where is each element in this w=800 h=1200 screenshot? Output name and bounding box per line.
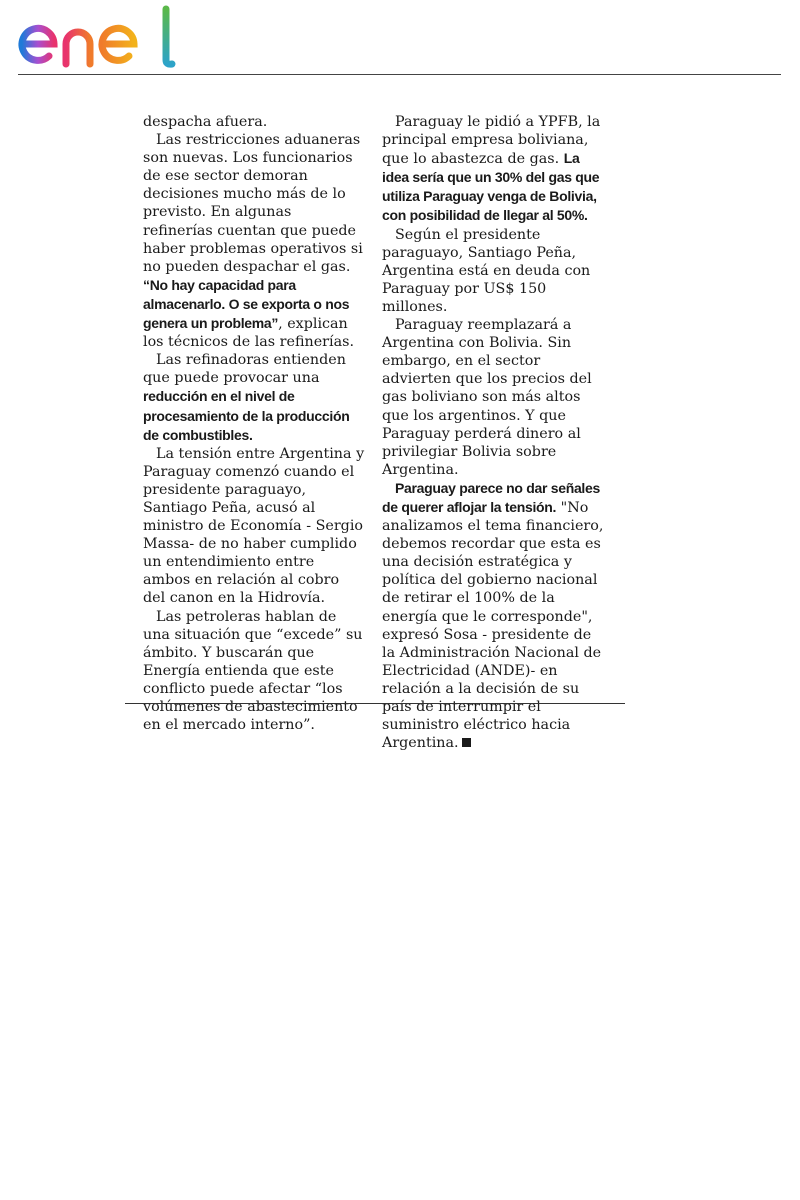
article-paragraph [143,131,365,351]
bold-highlight: “No hay capacidad para almacenarlo. O se exporta o nos genera un problema” [143,276,350,332]
article-paragraph [382,226,604,316]
article-paragraph [143,608,365,735]
bold-highlight: Paraguay parece no dar señales de querer aflojar la tensión. [382,479,600,515]
article-paragraph [382,316,604,479]
article-column-left [143,113,365,734]
header-divider [18,74,781,75]
text-segment: Las petroleras hablan de una situación que “excede” su ámbito. Y buscarán que Energía entienda que este conflicto puede afectar “los volúmenes de abastecimiento en el mercado interno”. [143,608,363,734]
text-segment: Paraguay reemplazará a Argentina con Bolivia. Sin embargo, en el sector advierten que los precios del gas boliviano son más altos que los argentinos. Y que Paraguay perderá dinero al privilegiar Bolivia sobre Argentina. [382,317,592,478]
article-paragraph [143,113,365,131]
text-segment: Paraguay le pidió a YPFB, la principal empresa boliviana, que lo abastezca de gas. [382,114,601,168]
text-segment: , explican los técnicos de las refinerías. [143,316,354,351]
text-segment: Las refinadoras entienden que puede provocar una [143,352,346,387]
text-segment: La tensión entre Argentina y Paraguay comenzó cuando el presidente paraguayo, Santiago Peña, acusó al ministro de Economía - Sergio Massa- de no haber cumplido un entendimiento entre ambos en relación al cobro del canon en la Hidrovía. [143,445,365,607]
enel-logo [16,4,180,70]
article-column-right [382,113,604,752]
text-segment: Según el presidente paraguayo, Santiago Peña, Argentina está en deuda con Paraguay por US$ 150 millones. [382,226,591,315]
article-paragraph [382,479,604,752]
article-end-mark [462,738,471,747]
text-segment: despacha afuera. [143,114,268,130]
bold-highlight: La idea sería que un 30% del gas que utiliza Paraguay venga de Bolivia, con posibilidad de llegar al 50%. [382,150,600,224]
article-end-divider [125,703,625,704]
text-segment: "No analizamos el tema financiero, debemos recordar que esta es una decisión estratégica y política del gobierno nacional de retirar el 100% de la energía que le corresponde", expresó Sosa - presidente de la Administración Nacional de Electricidad (ANDE)- en relación a la decisión de su país de interrumpir el suministro eléctrico hacia Argentina. [382,499,604,752]
bold-highlight: reducción en el nivel de procesamiento de la producción de combustibles. [143,388,350,443]
article-paragraph [143,445,365,608]
text-segment: Las restricciones aduaneras son nuevas. Los funcionarios de ese sector demoran decisiones mucho más de lo previsto. En algunas refinerías cuentan que puede haber problemas operativos si no pueden despachar el gas. [143,132,363,275]
article-paragraph [382,113,604,226]
article-paragraph [143,351,365,444]
